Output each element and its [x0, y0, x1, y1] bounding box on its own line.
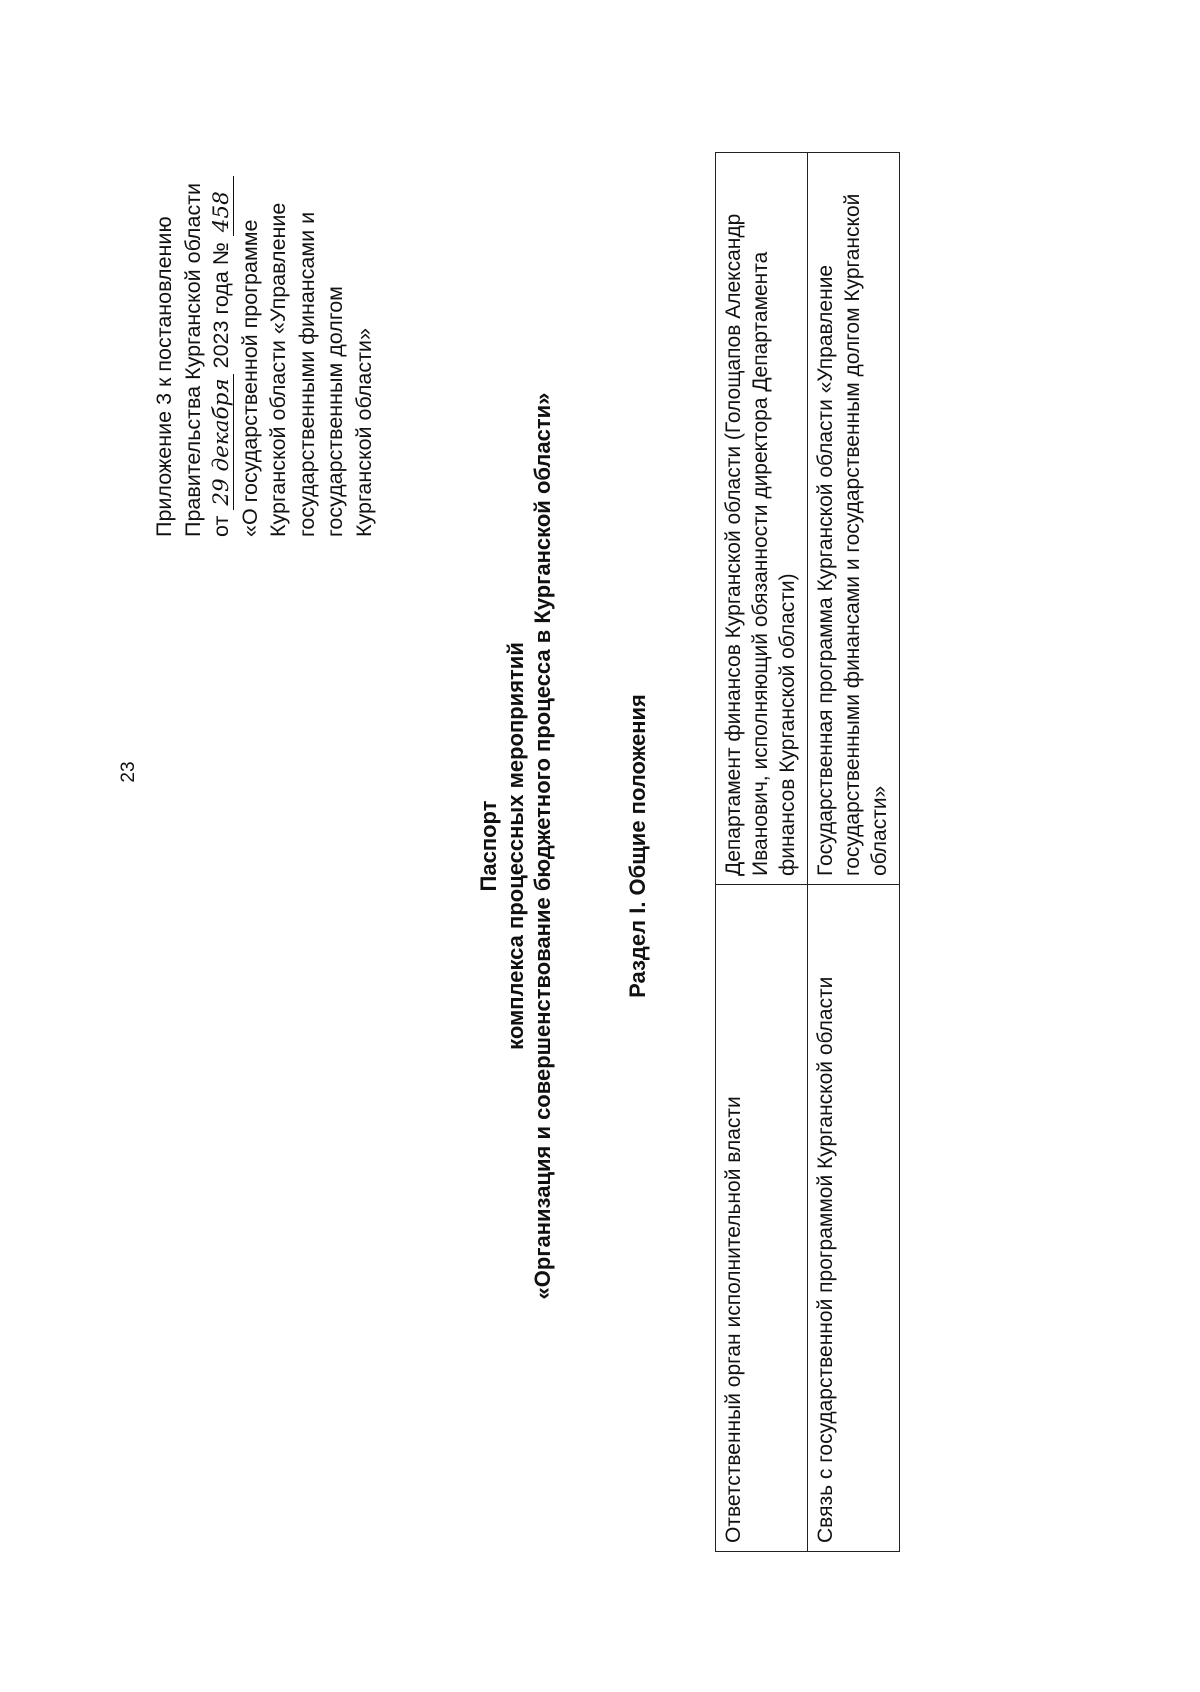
handwritten-date: 29 декабря — [211, 374, 234, 509]
title-line-3: «Организация и совершенствование бюджетного процесса в Курганской области» — [530, 392, 555, 1300]
appendix-line-1: Приложение 3 к постановлению — [152, 216, 176, 537]
handwritten-number: 458 — [211, 176, 234, 236]
table-value-cell: Департамент финансов Курганской области (Голощапов Александр Иванович, исполняющий обязанности директора Департамента финансов Курганской области) — [716, 153, 808, 885]
table-row — [716, 153, 808, 1552]
appendix-line-4-part1: «О г — [237, 494, 262, 537]
year-text: 2023 года № — [209, 242, 233, 369]
appendix-line-4-part2: осударственной программе — [237, 219, 262, 495]
appendix-date-line — [207, 17, 236, 537]
title-line-2: комплекса процессных мероприятий — [503, 642, 528, 1050]
date-prefix: от — [209, 515, 233, 537]
general-info-table — [715, 152, 900, 1552]
title-line-1: Паспорт — [476, 800, 501, 892]
table-value-cell: Государственная программа Курганской области «Управление государственными финансами и государственным долгом Курганской области» — [808, 153, 900, 885]
appendix-line-7: государственным долгом — [323, 286, 347, 537]
section-title: Раздел I. Общие положения — [625, 694, 650, 998]
appendix-block — [150, 17, 378, 537]
appendix-line-6: государственными финансами и — [294, 211, 319, 537]
appendix-line-8: Курганской области» — [351, 328, 376, 537]
appendix-line-5: Курганской области «Управление — [266, 202, 290, 537]
table-label-cell: Связь с государственной программой Курганской области — [808, 885, 900, 1552]
appendix-line-2: Правительства Курганской области — [180, 182, 205, 537]
table-row — [808, 153, 900, 1552]
page-number: 23 — [118, 761, 139, 783]
appendix-line-4 — [236, 17, 265, 537]
document-title — [475, 200, 556, 1492]
table-label-cell: Ответственный орган исполнительной власти — [716, 885, 808, 1552]
